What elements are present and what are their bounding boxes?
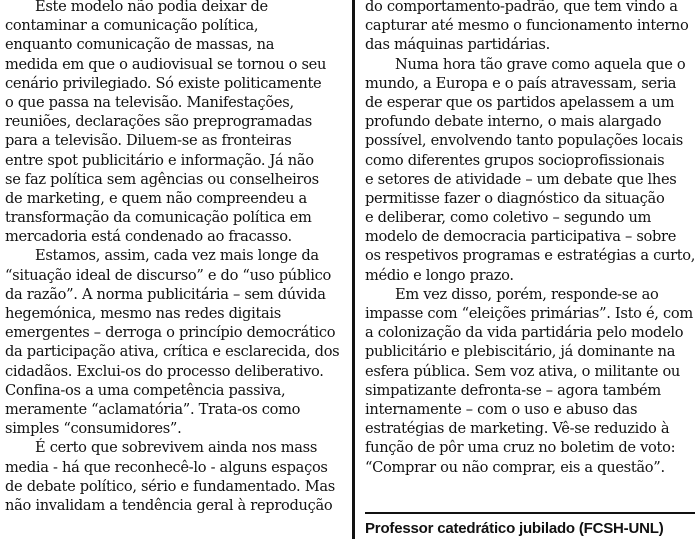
text-line: modelo de democracia participativa – sobre <box>365 228 677 246</box>
column-divider <box>352 0 355 539</box>
byline-divider <box>365 512 695 514</box>
text-line: como diferentes grupos socioprofissionais <box>365 151 665 169</box>
text-line: do comportamento-padrão, que tem vindo a <box>365 0 678 15</box>
text-line: para a televisão. Diluem-se as fronteiras <box>5 132 292 150</box>
text-line: enquanto comunicação de massas, na <box>5 36 275 54</box>
text-line: função de pôr uma cruz no boletim de voto: <box>365 439 676 457</box>
text-line: simpatizante defronta-se – agora também <box>365 381 661 399</box>
text-line: Em vez disso, porém, responde-se ao <box>395 285 659 303</box>
text-line: permitisse fazer o diagnóstico da situação <box>365 189 665 207</box>
left-text-column <box>5 0 345 515</box>
text-line: da participação ativa, crítica e esclarecida, dos <box>5 343 340 361</box>
text-line: e deliberar, como coletivo – segundo um <box>365 209 652 227</box>
text-line: não invalidam a tendência geral à reprodução <box>5 496 333 514</box>
text-line: impasse com “eleições primárias”. Isto é, com <box>365 305 693 322</box>
text-line: o que passa na televisão. Manifestações, <box>5 93 294 111</box>
text-line: de marketing, e quem não compreendeu a <box>5 189 307 207</box>
text-line: cenário privilegiado. Só existe politicamente <box>5 74 322 92</box>
text-line: contaminar a comunicação política, <box>5 17 259 35</box>
right-text-column <box>365 0 695 477</box>
text-line: capturar até mesmo o funcionamento interno <box>365 17 689 35</box>
text-line: profundo debate interno, o mais alargado <box>365 113 662 131</box>
text-line: da razão”. A norma publicitária – sem dúvida <box>5 285 326 303</box>
text-line: possível, envolvendo tanto populações locais <box>365 132 683 150</box>
text-line: medida em que o audiovisual se tornou o seu <box>5 55 327 73</box>
text-line: publicitário e plebiscitário, já dominante na <box>365 343 676 361</box>
text-line: hegemónica, mesmo nas redes digitais <box>5 305 281 322</box>
text-line: Numa hora tão grave como aquela que o <box>395 55 686 73</box>
text-line: “situação ideal de discurso” e do “uso público <box>5 266 331 284</box>
text-line: de debate político, sério e fundamentado. Mas <box>5 477 335 495</box>
text-line: esfera pública. Sem voz ativa, o militante ou <box>365 362 681 380</box>
text-line: mercadoria está condenado ao fracasso. <box>5 228 292 246</box>
text-line: simples “consumidores”. <box>5 420 182 438</box>
text-line: mundo, a Europa e o país atravessam, seria <box>365 74 677 92</box>
text-line: cidadãos. Exclui-os do processo deliberativo. <box>5 362 324 380</box>
text-line: emergentes – derroga o princípio democrático <box>5 324 336 342</box>
text-line: É certo que sobrevivem ainda nos mass <box>35 439 318 457</box>
text-line: entre spot publicitário e informação. Já não <box>5 151 314 169</box>
text-line: internamente – com o uso e abuso das <box>365 400 638 418</box>
text-line: os respetivos programas e estratégias a curto, <box>365 247 696 265</box>
text-line: de esperar que os partidos apelassem a um <box>365 93 675 111</box>
text-line: e setores de atividade – um debate que lhes <box>365 170 677 188</box>
author-byline: Professor catedrático jubilado (FCSH-UNL) <box>365 520 664 537</box>
text-line: transformação da comunicação política em <box>5 209 312 227</box>
text-line: “Comprar ou não comprar, eis a questão”. <box>365 458 665 476</box>
text-line: a colonização da vida partidária pelo modelo <box>365 324 684 342</box>
text-line: médio e longo prazo. <box>365 266 514 284</box>
text-line: Confina-os a uma competência passiva, <box>5 381 286 399</box>
text-line: meramente “aclamatória”. Trata-os como <box>5 400 301 418</box>
text-line: se faz política sem agências ou conselheiros <box>5 170 319 188</box>
text-line: media - há que reconhecê-lo - alguns espaços <box>5 458 328 476</box>
text-line: reuniões, declarações são preprogramadas <box>5 113 312 131</box>
text-line: Estamos, assim, cada vez mais longe da <box>35 247 319 265</box>
text-line: das máquinas partidárias. <box>365 36 550 54</box>
text-line: estratégias de marketing. Vê-se reduzido à <box>365 420 670 438</box>
text-line: Este modelo não podia deixar de <box>35 0 268 15</box>
